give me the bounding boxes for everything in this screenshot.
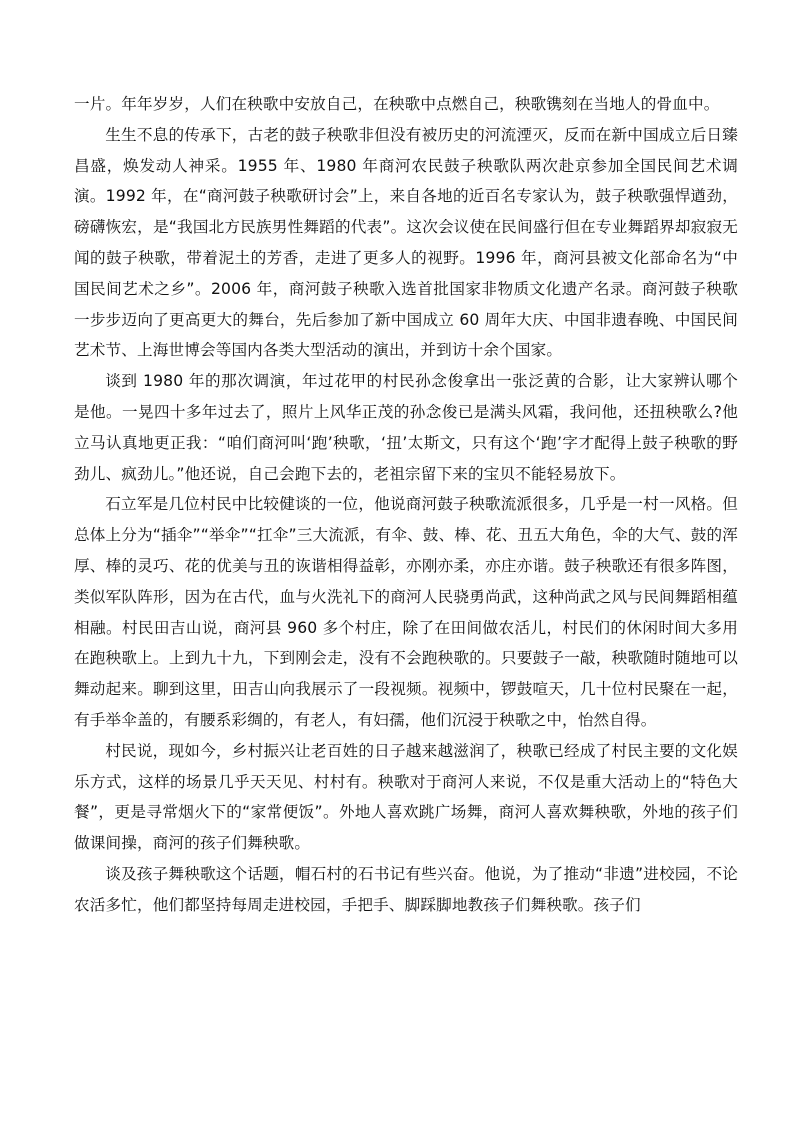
paragraph-6: 谈及孩子舞秧歌这个话题，帽石村的石书记有些兴奋。他说，为了推动“非遗”进校园，不论农活多忙，他们都坚持每周走进校园，手把手、脚踩脚地教孩子们舞秧歌。孩子们 (74, 864, 738, 914)
paragraph-2: 生生不息的传承下，古老的鼓子秧歌非但没有被历史的河流湮灭，反而在新中国成立后日臻昌盛，焕发动人神采。1955 年、1980 年商河农民鼓子秧歌队两次赴京参加全国民间艺术调演。1992 年，在“商河鼓子秧歌研讨会”上，来自各地的近百名专家认为，鼓子秧歌强悍遒劲，磅礴恢宏，是“我国北方民族男性舞蹈的代表”。这次会议使在民间盛行但在专业舞蹈界却寂寂无闻的鼓子秧歌，带着泥土的芳香，走进了更多人的视野。1996 年，商河县被文化部命名为“中国民间艺术之乡”。2006 年，商河鼓子秧歌入选首批国家非物质文化遗产名录。商河鼓子秧歌一步步迈向了更高更大的舞台，先后参加了新中国成立 60 周年大庆、中国非遗春晚、中国民间艺术节、上海世博会等国内各类大型活动的演出，并到访十余个国家。 (74, 125, 738, 360)
paragraph-5: 村民说，现如今，乡村振兴让老百姓的日子越来越滋润了，秧歌已经成了村民主要的文化娱乐方式，这样的场景几乎天天见、村村有。秧歌对于商河人来说，不仅是重大活动上的“特色大餐”，更是寻常烟火下的“家常便饭”。外地人喜欢跳广场舞，商河人喜欢舞秧歌，外地的孩子们做课间操，商河的孩子们舞秧歌。 (74, 741, 738, 853)
paragraph-3: 谈到 1980 年的那次调演，年过花甲的村民孙念俊拿出一张泛黄的合影，让大家辨认哪个是他。一晃四十多年过去了，照片上风华正茂的孙念俊已是满头风霜，我问他，还扭秧歌么?他立马认真地更正我：“咱们商河叫‘跑’秧歌，‘扭’太斯文，只有这个‘跑’字才配得上鼓子秧歌的野劲儿、疯劲儿。”他还说，自己会跑下去的，老祖宗留下来的宝贝不能轻易放下。 (74, 372, 738, 483)
paragraph-1: 一片。年年岁岁，人们在秧歌中安放自己，在秧歌中点燃自己，秧歌镌刻在当地人的骨血中。 (74, 95, 720, 113)
document-page (74, 89, 738, 921)
paragraph-4: 石立军是几位村民中比较健谈的一位，他说商河鼓子秧歌流派很多，几乎是一村一风格。但总体上分为“插伞”“举伞”“扛伞”三大流派，有伞、鼓、棒、花、丑五大角色，伞的大气、鼓的浑厚、棒的灵巧、花的优美与丑的诙谐相得益彰，亦刚亦柔，亦庄亦谐。鼓子秧歌还有很多阵图，类似军队阵形，因为在古代，血与火洗礼下的商河人民骁勇尚武，这种尚武之风与民间舞蹈相蕴相融。村民田吉山说，商河县 960 多个村庄，除了在田间做农活儿，村民们的休闲时间大多用在跑秧歌上。上到九十九，下到刚会走，没有不会跑秧歌的。只要鼓子一敲，秧歌随时随地可以舞动起来。聊到这里，田吉山向我展示了一段视频。视频中，锣鼓喧天，几十位村民聚在一起，有手举伞盖的，有腰系彩绸的，有老人，有妇孺，他们沉浸于秧歌之中，怡然自得。 (74, 495, 738, 729)
